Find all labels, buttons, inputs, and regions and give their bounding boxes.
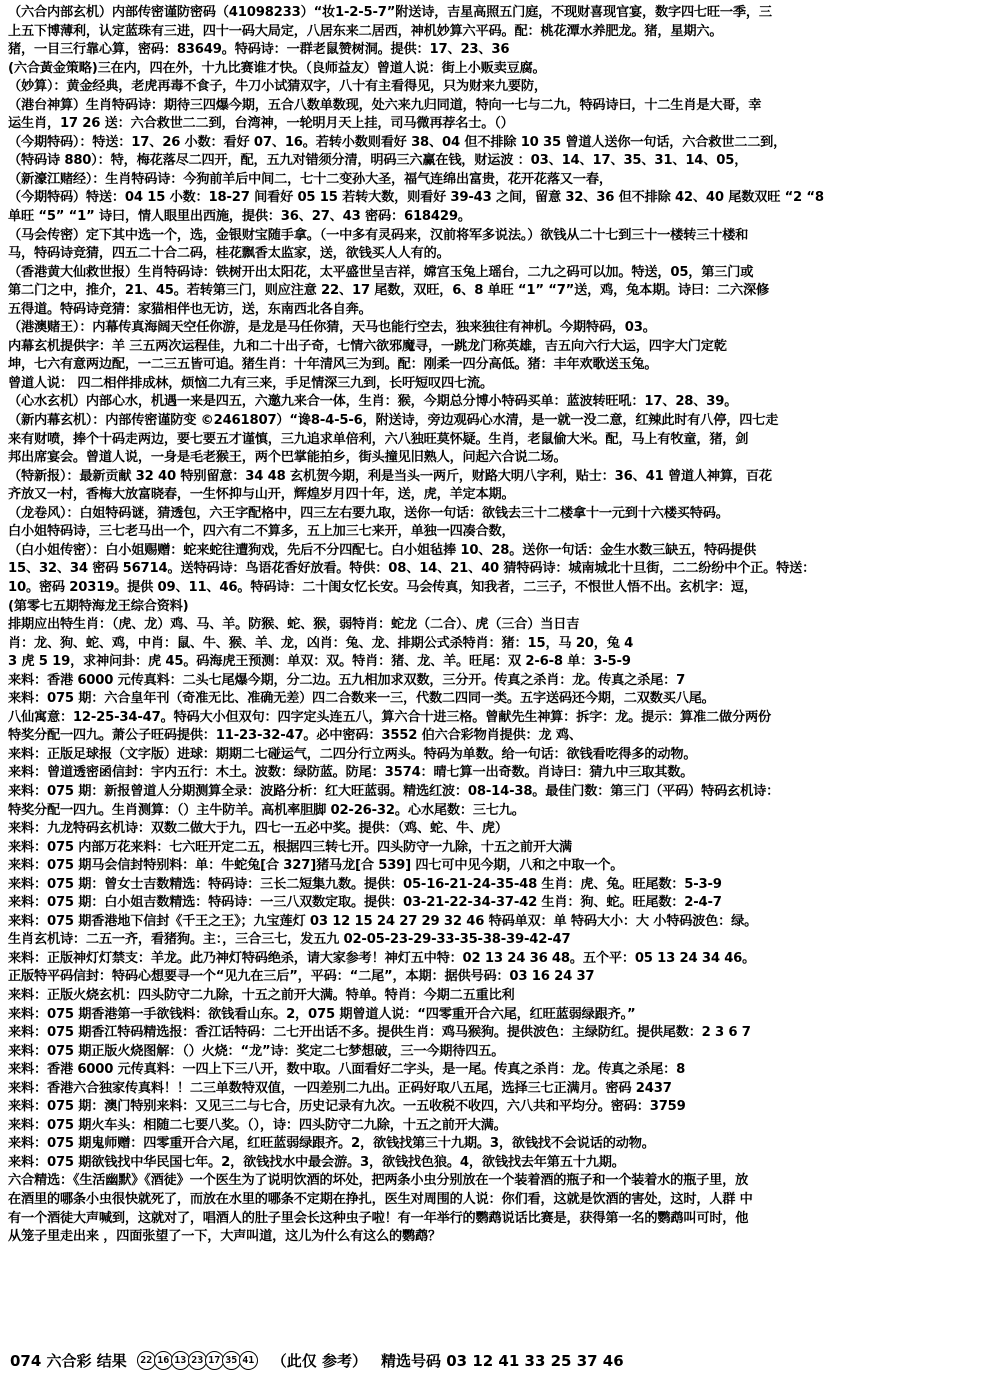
text-line: （六合内部玄机）内部传密谨防密码（41098233）“妆1-2-5-7”附送诗，吉星高照五门庭，不现财喜现官宴，数字四七旺一季，三 xyxy=(8,5,772,20)
text-line: （港澳赌王）：内幕传真海阔天空任你游，是龙是马任你猜，天马也能行空去，独来独往有神机。今期特码，03。 xyxy=(8,320,656,336)
text-line: 白小姐特码诗，三七老马出一个，四六有二不算多，五上加三七来开，单独一四凑合数， xyxy=(8,524,515,540)
text-line: （龙卷风）：白姐特码谜，猜透包，六王字配格中，四三左右要九取，送你一句话：欲钱去三十二楼拿十一元到十六楼买特码。 xyxy=(8,505,729,521)
text-line: 在酒里的哪条小虫很快就死了，而放在水里的哪条不定期在挣扎，医生对周围的人说：你们看，这就是饮酒的害处，这时，人群 中 xyxy=(8,1192,753,1207)
text-line: （新濠江赌经）：生肖特码诗：今狗前羊后中间二，七十二变孙大圣，福气连绵出富贵，花开花落又一春， xyxy=(8,171,612,187)
text-line: （妙算）：黄金经典，老虎再毒不食子，牛刀小试猜双字，八十有主看得见，只为财来九要防， xyxy=(8,79,547,95)
text-line: 来料：香港 6000 元传真料：一四上下三八开，数中取。八面看好二字头，是一尾。传真之杀肖：龙。传真之杀尾：8 xyxy=(8,1062,686,1078)
text-line: 来料：正版神灯灯禁支：羊龙。此乃神灯特码绝杀，请大家参考！神灯五中特：02 13 24 36 48。五个平：05 13 24 34 46。 xyxy=(8,950,756,966)
text-line: 齐放又一村，香梅大放富晓春，一生怀抑与山开，辉煌岁月四十年，送，虎，羊定本期。 xyxy=(8,487,515,503)
text-line: （马会传密）定下其中选一个，选，金银财宝随手拿。（一中多有灵码来，汉前将军多说法。）欲钱从二十七到三十一楼转三十楼和 xyxy=(8,227,749,243)
text-line: 来料：075 期香江特码精选报：香江话特码：二七开出话不多。提供生肖：鸡马猴狗。提供波色：主绿防红。提供尾数：2 3 6 7 xyxy=(8,1025,751,1041)
text-line: （今期特码）：特送：17、26 小数：看好 07、16。若转小数则看好 38、04 但不排除 10 35 曾道人送你一句话，六合救世二二到， xyxy=(8,134,787,150)
text-line: (六合黃金策略)三在内，四在外，十九比赛谁才快。（良师益友）曾道人说：街上小贩卖豆腐。 xyxy=(8,60,546,76)
result-ball: 35 xyxy=(222,1351,241,1370)
text-line: 猪，一目三行靠心算，密码：83649。特码诗：一群老鼠赞树洞。提供：17、23、36 xyxy=(8,42,510,58)
result-ball: 41 xyxy=(239,1351,258,1370)
text-line: （特码诗 880）：特，梅花落尽二四开，配，五九对错须分清，明码三六赢在钱，财运波 ：03、14、17、35、31、14、05， xyxy=(8,153,748,169)
text-line: （新内幕玄机）：内部传密谨防变 ©2461807）“谗8-4-5-6，附送诗，旁边观码心水清，是一就一没二意，红辣此时有八停，四七走 xyxy=(8,413,779,429)
result-footer xyxy=(10,1345,624,1375)
text-line: 来料：075 期：新报曾道人分期测算全录：波路分析：红大旺蓝弱。精选红波：08-14-38。最佳门数：第三门（平码）特码玄机诗： xyxy=(8,783,780,799)
text-line: 运生肖，17 26 送：六合救世二二到，台湾神，一轮明月天上挂，司马微再荐名士。（） xyxy=(8,116,514,132)
text-line: （今期特码）特送：04 15 小数：18-27 间看好 05 15 若转大数，则看好 39-43 之间，留意 32、36 但不排除 42、40 尾数双旺 “2 “8 xyxy=(8,190,824,206)
text-line: 有一个酒徒大声喊到，这就对了，唱酒人的肚子里会长这种虫子啦！有一年举行的鹦鹉说话比赛是，获得第一名的鹦鹉叫可时，他 xyxy=(8,1210,749,1226)
text-line: 来料：075 期：六合皇年刊（奇准无比、准确无差）四二合数来一三，代数二四同一类。五字送码还今期，二双数买八尾。 xyxy=(8,691,715,707)
text-line: 第二门之中，推介，21、45。若转第三门，则应注意 22、17 尾数，双旺，6、8 单旺 “1” “7”送，鸡，兔本期。诗曰：二六深修 xyxy=(8,283,769,299)
text-line: 来料：075 期马会信封特别料：单：牛蛇兔[合 327]猪马龙[合 539] 四七可中见今期，八和之中取一个。 xyxy=(8,858,624,874)
text-line: 来料：九龙特码玄机诗：双数二做大于九，四七一五必中奖。提供：（鸡、蛇、牛、虎） xyxy=(8,821,508,837)
result-ball: 17 xyxy=(205,1351,224,1370)
text-line: 马，特码诗竞猜，四五二十合二码，桂花飘香太监家，送，欲钱买人人有的。 xyxy=(8,246,450,262)
text-line: 来料：曾道透密函信封：宇内五行：木土。波数：绿防蓝。防尾：3574：晴七算一出奇数。肖诗曰：猜九中三取其数。 xyxy=(8,765,694,781)
text-line: 来料：075 期：曾女士吉数精选：特码诗：三长二短集九数。提供：05-16-21-24-35-48 生肖：虎、兔。旺尾数：5-3-9 xyxy=(8,876,722,892)
text-line: 特奖分配一四九。萧公子旺码提供：11-23-32-47。必中密码：3552 伯六合彩物肖提供：龙 鸡、 xyxy=(8,728,582,744)
text-line: 上五下博薄利，认定蓝珠有三进，四十一码大局定，八居东来二居西，神机妙算六平码。配：桃花潭水养肥龙。猪，星期六。 xyxy=(8,23,723,39)
text-line: 来料：075 期香港第一手欲钱料：欲钱看山东。2，075 期曾道人说：“四零重开合六尾，红旺蓝弱绿跟齐。” xyxy=(8,1006,636,1022)
text-line: 来料：075 期欲钱找中华民国七年。2，欲钱找水中最会游。3，欲钱找色狼。4，欲钱找去年第五十九期。 xyxy=(8,1154,625,1170)
text-line: 特奖分配一四九。生肖测算：（）主牛防羊。高机率胆脚 02-26-32。心水尾数：三七九。 xyxy=(8,802,525,818)
text-line: 来料：075 期：澳门特别来料：又见三二与七合，历史记录有九次。一五收税不收四，六八共和平均分。密码：3759 xyxy=(8,1099,686,1115)
result-ball: 23 xyxy=(188,1351,207,1370)
result-ball: 13 xyxy=(171,1351,190,1370)
text-line: 六合精选：《生活幽默》《酒徒》一个医生为了说明饮酒的坏处，把两条小虫分别放在一个装着酒的瓶子和一个装着水的瓶子里，放 xyxy=(8,1173,749,1189)
text-line: 曾道人说： 四二相伴排成林，烦恼二九有三来，手足情深三九到，长吁短叹四七流。 xyxy=(8,375,493,391)
text-line: 来料：香港六合独家传真料！！二三单数特双值，一四差别二九出。正码好取八五尾，选择三七正满月。密码 2437 xyxy=(8,1080,672,1096)
text-line: （白小姐传密）：白小姐赐赠：蛇来蛇往遭狗戏，先后不分四配七。白小姐毡捧 10、28。送你一句话：金生水数三缺五，特码提供 xyxy=(8,542,757,558)
text-line: 邦出席宴会。曾道人说，一身是毛老猴王，两个巴掌能拍乡，街头撞见旧熟人，问起六合说二场。 xyxy=(8,450,567,466)
text-line: 来料：075 期香港地下信封《千王之王》；九宝莲灯 03 12 15 24 27 29 32 46 特码单双：单 特码大小：大 小特码波色：绿。 xyxy=(8,913,758,929)
text-line: （港台神算）生肖特码诗：期待三四爆今期，五合八数单数现，处六来九归同道，特向一七与二九，特码诗曰，十二生肖是大哥，幸 xyxy=(8,97,762,113)
text-line: 来料：正版火烧玄机：四头防守二九除，十五之前开大满。特单。特肖：今期二五重比利 xyxy=(8,987,515,1003)
text-line: 来料：075 期：白小姐吉数精选：特码诗：一三八双数定取。提供：03-21-22-34-37-42 生肖：狗、蛇。旺尾数：2-4-7 xyxy=(8,895,722,911)
text-line: 排期应出特生肖：（虎、龙）鸡、马、羊。防猴、蛇、猴，弱特肖：蛇龙（二合）、虎（三合）当日吉 xyxy=(8,617,580,633)
text-line: 来料：075 期正版火烧图解：（）火烧：“龙”诗：奖定二七梦想破，三一今期待四五。 xyxy=(8,1043,505,1059)
result-label: 074 六合彩 结果 xyxy=(10,1351,127,1370)
result-ball: 22 xyxy=(137,1351,156,1370)
text-line: 15、32、34 密码 56714。送特码诗：鸟语花香好放看。特供：08、14、21、40 猜特码诗：城南城北十旦街，二二纷纷中个正。特送： xyxy=(8,561,816,577)
text-line: 肖：龙、狗、蛇、鸡，中肖：鼠、牛、猴、羊、龙，凶肖：兔、龙、排期公式杀特肖：猪：15，马 20，兔 4 xyxy=(8,635,634,651)
text-body xyxy=(8,0,991,1247)
text-line: 来料：075 期火车头：相随二七要八奖。（），诗：四头防守二九除，十五之前开大满。 xyxy=(8,1117,507,1133)
text-line: 正版特平码信封：特码心想要寻一个“见九在三后”，平码：“二尾”，本期：据供号码：03 16 24 37 xyxy=(8,969,595,985)
text-line: （香港黄大仙救世报）生肖特码诗：铁树开出太阳花，太平盛世呈吉祥，嫦宫玉兔上瑶台，二九之码可以加。特送，05，第三门或 xyxy=(8,264,754,280)
text-line: （心水玄机）内部心水，机遇一来是四五，六邀九来合一体，生肖：猴，今期总分博小特码买单：蓝波转旺吼：17、28、39。 xyxy=(8,394,738,410)
result-balls xyxy=(137,1351,256,1370)
result-ball: 16 xyxy=(154,1351,173,1370)
text-line: 来有财喷，捧个十码走两边，要七要五才谨慎，三九追求单倍利，六八独旺莫怀疑。生肖，老鼠偷大米。配，马上有牧童，猪，剑 xyxy=(8,431,749,447)
text-line: 来料：香港 6000 元传真料：二头七尾爆今期，分二边。五九相加求双数，三分开。传真之杀肖：龙。传真之杀尾：7 xyxy=(8,672,686,688)
text-line: 来料：正版足球报（文字版）进球：期期二七碰运气，二四分行立两头。特码为单数。给一句话：欲钱看吃得多的动物。 xyxy=(8,746,697,762)
text-line: (第零七五期特海龙王综合资料) xyxy=(8,598,189,614)
text-line: 3 虎 5 19，求神问卦：虎 45。码海虎王预测：单双：双。特肖：猪、龙、羊。旺尾：双 2-6-8 单：3-5-9 xyxy=(8,654,631,670)
text-line: 内幕玄机提供字：羊 三五两次运程佳，九和二十出子奇，七情六欲邪魔寻，一跳龙门称英雄，吉五向六行大运，四字大门定乾 xyxy=(8,338,727,354)
text-line: （特新报）：最新贡献 32 40 特别留意：34 48 玄机贺今期，利是当头一两斤，财路大明八字利，贴士：36、41 曾道人神算，百花 xyxy=(8,468,772,484)
text-line: 来料：075 内部万花来料：七六旺开定二五，根据四三转七开。四头防守一九除，十五之前开大满 xyxy=(8,839,572,855)
text-line: 来料：075 期鬼师赠：四零重开合六尾，红旺蓝弱绿跟齐。2，欲钱找第三十九期。3，欲钱找不会说话的动物。 xyxy=(8,1136,655,1152)
text-line: 单旺 “5” “1” 诗曰，情人眼里出西施，提供：36、27、43 密码：618429。 xyxy=(8,209,471,225)
text-line: 10。密码 20319。提供 09、11、46。特码诗：二十闺女忆长安。马会传真，知我者，二三子，不恨世人悟不出。玄机字：逗， xyxy=(8,579,757,595)
text-line: 坤，七六有意两边配，一二三五皆可追。猪生肖：十年清风三为到。配：刚柔一四分高低。猪：丰年欢歌送玉兔。 xyxy=(8,357,658,373)
text-line: 五得道。特码诗竞猜：家猫相伴也无访，送，东南西北各自奔。 xyxy=(8,301,372,317)
selected-numbers: 精选号码 03 12 41 33 25 37 46 xyxy=(381,1351,624,1370)
text-line: 从笼子里走出来 ，四面张望了一下，大声叫道，这儿为什么有这么的鹦鹉？ xyxy=(8,1229,441,1245)
text-line: 八仙寓意：12-25-34-47。特码大小但双句：四字定头连五八，算六合十进三格。曾献先生神算：拆字：龙。提示：算准二做分两份 xyxy=(8,709,771,725)
result-note: （此仅 参考） xyxy=(271,1351,367,1370)
text-line: 生肖玄机诗：二五一齐，看猪狗。主：，三合三七，发五九 02-05-23-29-33-35-38-39-42-47 xyxy=(8,932,571,948)
